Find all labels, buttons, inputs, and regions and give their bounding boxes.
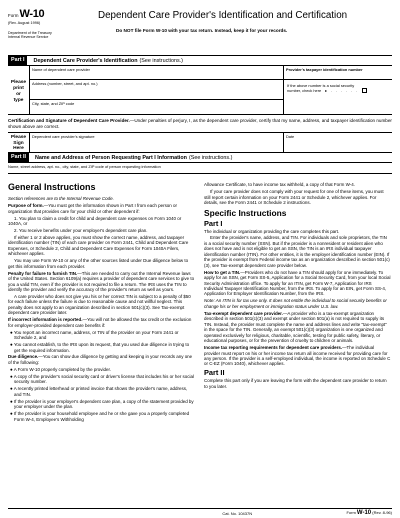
form-subtitle: Do NOT file Form W-10 with your tax return. Instead, keep it for your records. [116,28,288,33]
tax-exempt-text: —A provider who is a tax-exempt organization described in section 501(c)(3) and exempt under section 501(a) is not required to supply its TIN. Instead, the provider must complete the name and address lines and write "tax-exempt" in the space for the TIN. Generally, an exempt 501(c)(3) organization is one organized and operated exclusively for religious, charitable, scientific, testing for public safety, literary, or educational purposes, or for the prevention of cruelty to children or animals. [204,310,387,344]
purpose-item-1: 1. You plan to claim a credit for child and dependent care expenses on Form 1040 or 1040A, or [8,215,182,226]
side-label-or: or [16,92,21,97]
cert-heading: Certification and Signature of Dependent Care Provider. [8,118,130,123]
right-column [204,182,391,423]
cert-body: —Under penalties of perjury, I, as the dependent care provider, certify that my name, address, and taxpayer identification number shown above are correct. [8,118,392,129]
provider-city-field[interactable] [30,100,283,114]
form-number: W-10 [19,8,45,20]
penalty-para-2: A care provider who does not give you his or her correct TIN is subject to a penalty of $50 for each failure unless the failure is due to reasonable cause and not willful neglect. This penalty does not apply to an organization described in section 501(c)(3). See Tax-exempt dependent care provider later. [8,293,191,316]
list-item: ● You report an incorrect name, address, or TIN of the provider on your Form 2441 or Schedule 2, and [10,329,179,341]
footer-revision: (Rev. 8-96) [372,510,392,515]
part1-who-completes: The individual or organization providing the care completes this part. [204,228,340,234]
form-revision: (Rev. August 1996) [8,21,41,26]
provider-city-label: City, state, and ZIP code [32,101,75,106]
signature-label: Dependent care provider's signature [32,134,95,140]
tax-exempt-heading: Tax-exempt dependent care provider. [204,310,283,316]
side-label-print: print [13,86,24,91]
itin-note: Note: An ITIN is for tax use only. It does not entitle the individual to social security benefits or change his or her employment or immigration status under U.S. law. [204,298,387,309]
part2-instructions-heading: Part II [204,368,225,378]
instructions [8,182,392,423]
part1-instructions-heading: Part I [204,218,223,228]
ssn-checkbox-area [284,80,392,96]
incorrect-info-text: —You will not be allowed the tax credit or the exclusion for employer-provided dependent care benefits if: [8,317,192,328]
part2-title: Name and Address of Person Requesting Part I Information [34,154,187,161]
provider-name-field[interactable] [30,66,283,80]
general-instructions-heading: General Instructions [8,182,96,193]
side-label-type: type [13,98,24,103]
sources-para: You may use Form W-10 or any of the other sources listed under Due diligence below to get this information from each provider. [8,258,189,269]
requester-field[interactable] [8,163,392,174]
specific-instructions-heading: Specific Instructions [204,207,287,218]
purpose-text: —You must get the information shown in Part I from each person or organization that provides care for your child or other dependent if: [8,203,177,214]
tin-explanation: Enter the provider's name, address, and TIN. For individuals and sole proprietors, the TIN is a social security number (SSN). But if the provider is a nonresident or resident alien who does not have and is not eligible to get an SSN, the TIN is an IRS individual taxpayer identification number (ITIN). For other entities, it is the employer identification number (EIN). If the provider is exempt from Federal income tax as an organization described in section 501(c)(3), see Tax-exempt dependent care provider below. [204,235,390,268]
sign-label-here: Here [13,146,24,151]
section-references: Section references are to the Internal Revenue Code. [8,196,114,202]
form-word: Form [8,13,19,18]
leader-dots: ▸ . . . . . . [325,88,359,93]
print-or-type-label [8,66,30,114]
ssn-label-1: If the above number is a social security [287,83,355,88]
list-item: ● A copy of the provider's social security card or driver's license that includes his or her social security number. [10,373,194,385]
due-diligence-heading: Due diligence. [8,354,39,360]
signature-row [8,133,392,153]
reporting-heading: Income tax reporting requirements for dependent care providers. [204,345,343,351]
list-item: ● You cannot establish, to the IRS upon its request, that you used due diligence in trying to get the required information. [10,342,190,353]
ssn-label-2: number, check here [287,88,322,93]
date-field[interactable] [284,133,392,152]
provider-address-field[interactable] [30,80,283,100]
penalty-heading: Penalty for failure to furnish TIN. [8,270,78,276]
purpose-heading: Purpose of form. [8,203,44,209]
tin-field[interactable] [284,66,392,80]
tin-label: Provider's taxpayer identification number [286,67,363,72]
part2-note: (See instructions.) [188,154,233,161]
get-tin-text: —Providers who do not have a TIN should apply for one immediately. To apply for an SSN, get Form SS-5, Application for a Social Security Card, from your local Social Security Administration office. To apply for an ITIN, get Form W-7, Application for IRS Individual Taxpayer Identification Number, from the IRS. To apply for an EIN, get Form SS-4, Application for Employer Identification Number, from the IRS. [204,269,391,297]
noncompliance-para: If your care provider does not comply with your request for one of these items, you must still report certain information on your Form 2441 or Schedule 2, whichever applies. For details, see the Form 2441 or Schedule 2 instructions. [204,189,384,206]
part1-title: Dependent Care Provider's Identification [33,57,138,64]
list-item: ● A Form W-10 properly completed by the provider. [10,366,111,372]
footer-form-number: W-10 [356,510,372,516]
list-item: ● If the provider is your employer's dependent care plan, a copy of the statement provided by your employer under the plan. [10,398,194,410]
signature-field[interactable] [30,133,284,152]
sign-here-label [8,133,30,152]
form-title: Dependent Care Provider's Identification and Certification [98,10,348,21]
part1-fields [8,66,392,115]
purpose-para: If either 1 or 2 above applies, you must show the correct name, address, and taxpayer identification number (TIN) of each care provider on Form 2441, Child and Dependent Care Expenses, or Schedule 2, Child and Dependent Care Expenses for Form 1040A Filers, whichever applies. [8,234,189,257]
ssn-checkbox[interactable] [362,88,367,93]
part2-bar [8,153,392,163]
part1-tag: Part I [8,56,27,65]
sign-label-please: Please [10,135,27,141]
catalog-number: Cat. No. 10437N [222,510,253,516]
list-item: ● If the provider is your household employee and he or she gave you a properly completed Form W-4, Employee's Withholding [10,411,190,422]
list-item: ● A recently printed letterhead or printed invoice that shows the provider's name, address, and TIN. [10,386,188,397]
incorrect-info-heading: If incorrect information is reported. [8,317,83,323]
reporting-text: —The individual provider must report on his or her income tax return all income received for providing care for any person. If the provider is a self-employed individual, the income is reported on Schedule C or C-EZ (Form 1040), whichever applies. [204,345,391,367]
part1-note: (See instructions.) [139,57,183,64]
penalty-text: —This are needed to carry out the Internal Revenue laws of the United States. Section 6109(a) requires a provider of dependent care services to give to you a valid TIN, even if the provider is not required to file a return. The IRS uses the TIN to identify the provider and verify the accuracy of the provider's return as well as yours. [8,270,195,292]
form-header [8,6,392,56]
provider-address-label: Address (number, street, and apt. no.) [32,81,98,86]
requester-label: Name, street address, apt. no., city, state, and ZIP code of person requesting information [8,164,161,170]
page-footer [8,508,392,516]
department-line-2: Internal Revenue Service [8,35,49,40]
footer-form-id [346,510,392,516]
left-column [8,182,195,423]
w4-continuation: Allowance Certificate, to have income tax withheld, a copy of that Form W-4. [204,182,355,188]
side-label-please: Please [10,80,27,85]
get-tin-heading: How to get a TIN. [204,269,241,275]
provider-name-label: Name of dependent care provider [32,67,90,72]
purpose-item-2: 2. You receive benefits under your employer's dependent care plan. [14,227,148,233]
part2-instructions-text: Complete this part only if you are leaving the form with the dependent care provider to return to you later. [204,378,387,389]
part1-bar [8,56,392,66]
form-id-block [8,8,72,40]
department-line-1: Department of the Treasury [8,30,52,35]
part2-tag: Part II [8,153,29,162]
footer-form-word: Form [346,510,356,515]
due-diligence-text: —You can show due diligence by getting and keeping in your records any one of the following: [8,354,193,365]
certification-text [8,115,392,133]
sign-label-sign: Sign [13,140,24,146]
date-label: Date [286,134,295,140]
